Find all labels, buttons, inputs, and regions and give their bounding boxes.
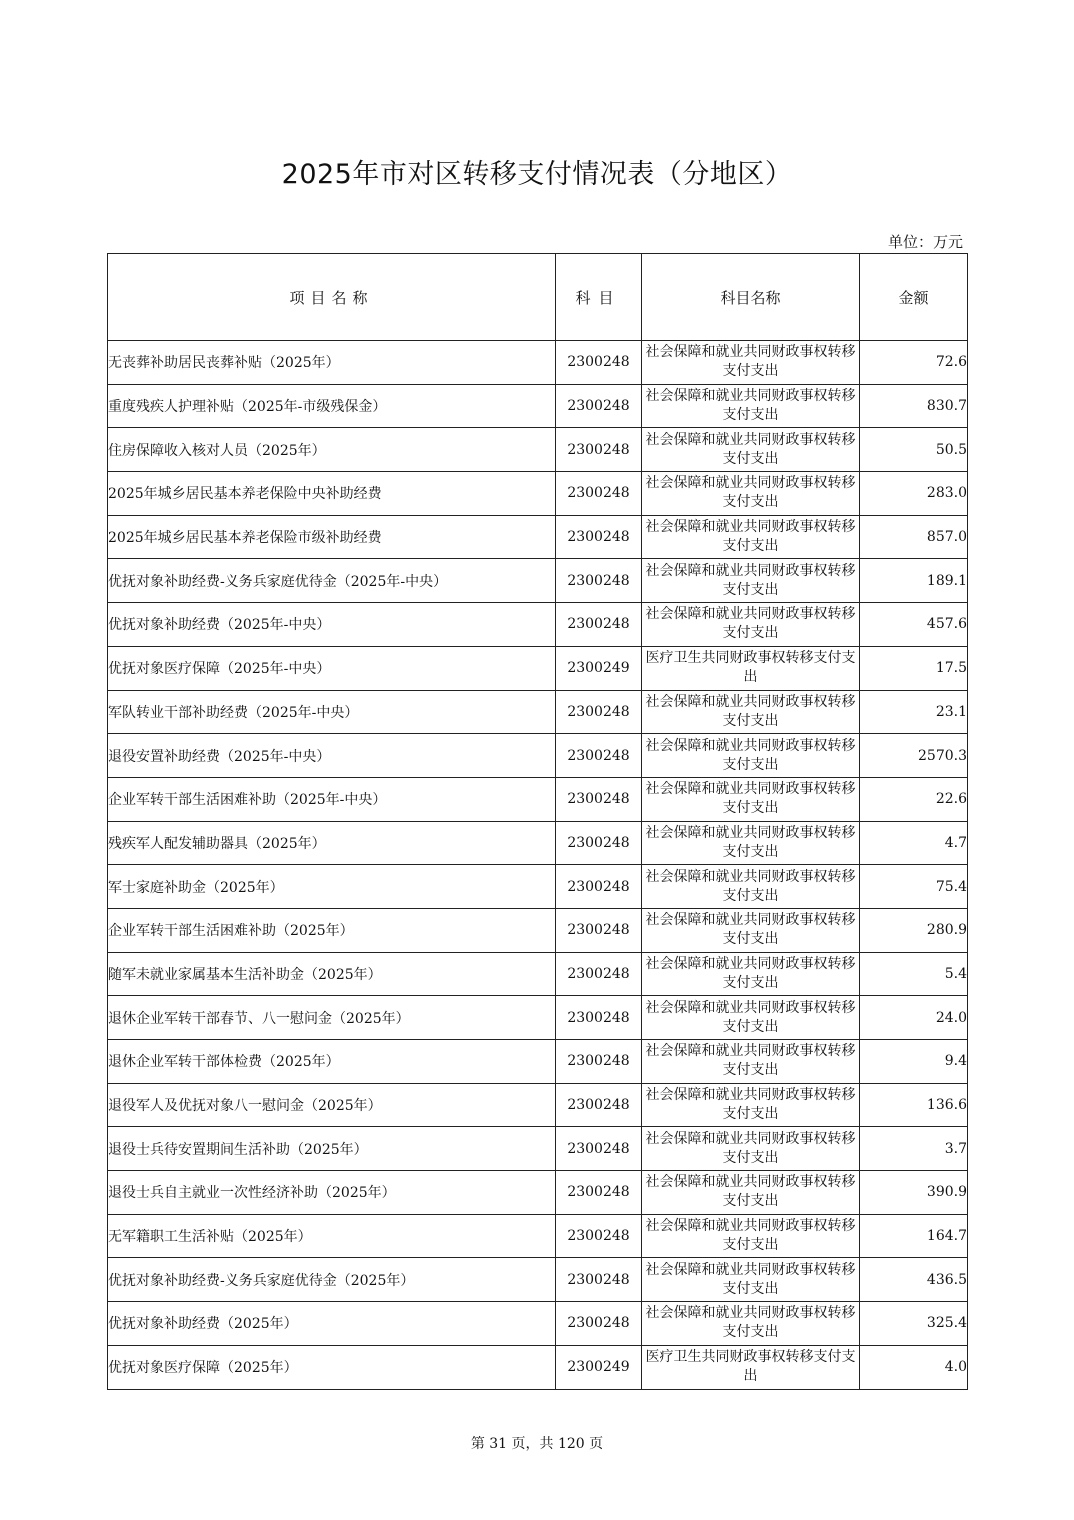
cell-project-name: 退役士兵自主就业一次性经济补助（2025年）	[108, 1171, 556, 1215]
cell-subject-code: 2300248	[556, 821, 642, 865]
cell-subject-name: 社会保障和就业共同财政事权转移支付支出	[642, 690, 860, 734]
cell-subject-code: 2300248	[556, 428, 642, 472]
cell-project-name: 优抚对象补助经费-义务兵家庭优待金（2025年-中央）	[108, 559, 556, 603]
cell-subject-code: 2300248	[556, 1040, 642, 1084]
cell-subject-code: 2300248	[556, 865, 642, 909]
cell-subject-name: 社会保障和就业共同财政事权转移支付支出	[642, 996, 860, 1040]
cell-amount: 75.4	[860, 865, 968, 909]
cell-subject-name: 医疗卫生共同财政事权转移支付支出	[642, 646, 860, 690]
cell-subject-name: 社会保障和就业共同财政事权转移支付支出	[642, 603, 860, 647]
cell-subject-name: 社会保障和就业共同财政事权转移支付支出	[642, 865, 860, 909]
cell-project-name: 重度残疾人护理补贴（2025年-市级残保金）	[108, 384, 556, 428]
table-row	[108, 341, 968, 385]
cell-subject-name: 社会保障和就业共同财政事权转移支付支出	[642, 1040, 860, 1084]
table-row	[108, 515, 968, 559]
cell-project-name: 军士家庭补助金（2025年）	[108, 865, 556, 909]
cell-subject-code: 2300248	[556, 341, 642, 385]
cell-amount: 23.1	[860, 690, 968, 734]
table-row	[108, 1214, 968, 1258]
cell-amount: 4.7	[860, 821, 968, 865]
page-title: 2025年市对区转移支付情况表（分地区）	[281, 159, 793, 190]
table-row	[108, 996, 968, 1040]
table-row	[108, 734, 968, 778]
cell-subject-code: 2300248	[556, 603, 642, 647]
cell-subject-code: 2300248	[556, 952, 642, 996]
table-row	[108, 1127, 968, 1171]
cell-project-name: 无军籍职工生活补贴（2025年）	[108, 1214, 556, 1258]
cell-project-name: 优抚对象补助经费（2025年-中央）	[108, 603, 556, 647]
cell-amount: 2570.3	[860, 734, 968, 778]
table-header-row	[108, 254, 968, 341]
cell-amount: 22.6	[860, 777, 968, 821]
cell-subject-code: 2300248	[556, 734, 642, 778]
cell-subject-code: 2300249	[556, 1345, 642, 1389]
table-row	[108, 428, 968, 472]
table-row	[108, 646, 968, 690]
table-row	[108, 821, 968, 865]
cell-project-name: 退役安置补助经费（2025年-中央）	[108, 734, 556, 778]
column-header-name: 项目名称	[108, 254, 556, 341]
transfer-payment-table	[107, 253, 968, 1390]
table-row	[108, 472, 968, 516]
cell-subject-code: 2300248	[556, 1258, 642, 1302]
table-row	[108, 1258, 968, 1302]
cell-amount: 283.0	[860, 472, 968, 516]
cell-amount: 4.0	[860, 1345, 968, 1389]
cell-subject-name: 社会保障和就业共同财政事权转移支付支出	[642, 1171, 860, 1215]
cell-project-name: 退休企业军转干部春节、八一慰问金（2025年）	[108, 996, 556, 1040]
cell-project-name: 退役士兵待安置期间生活补助（2025年）	[108, 1127, 556, 1171]
cell-project-name: 2025年城乡居民基本养老保险市级补助经费	[108, 515, 556, 559]
cell-amount: 24.0	[860, 996, 968, 1040]
cell-project-name: 无丧葬补助居民丧葬补贴（2025年）	[108, 341, 556, 385]
page-number: 第 31 页，共 120 页	[470, 1436, 604, 1452]
cell-subject-name: 社会保障和就业共同财政事权转移支付支出	[642, 1258, 860, 1302]
cell-amount: 280.9	[860, 908, 968, 952]
table-row	[108, 1083, 968, 1127]
cell-subject-code: 2300248	[556, 472, 642, 516]
cell-project-name: 优抚对象医疗保障（2025年）	[108, 1345, 556, 1389]
cell-subject-name: 社会保障和就业共同财政事权转移支付支出	[642, 1127, 860, 1171]
cell-amount: 164.7	[860, 1214, 968, 1258]
cell-subject-name: 社会保障和就业共同财政事权转移支付支出	[642, 515, 860, 559]
cell-subject-name: 社会保障和就业共同财政事权转移支付支出	[642, 821, 860, 865]
cell-amount: 50.5	[860, 428, 968, 472]
cell-project-name: 优抚对象补助经费-义务兵家庭优待金（2025年）	[108, 1258, 556, 1302]
cell-project-name: 企业军转干部生活困难补助（2025年）	[108, 908, 556, 952]
table-row	[108, 865, 968, 909]
cell-subject-name: 社会保障和就业共同财政事权转移支付支出	[642, 384, 860, 428]
cell-subject-name: 社会保障和就业共同财政事权转移支付支出	[642, 1083, 860, 1127]
table-row	[108, 603, 968, 647]
cell-subject-code: 2300248	[556, 777, 642, 821]
cell-subject-code: 2300248	[556, 1214, 642, 1258]
cell-subject-code: 2300248	[556, 559, 642, 603]
cell-subject-code: 2300248	[556, 690, 642, 734]
cell-subject-name: 社会保障和就业共同财政事权转移支付支出	[642, 952, 860, 996]
cell-subject-name: 社会保障和就业共同财政事权转移支付支出	[642, 1302, 860, 1346]
cell-subject-code: 2300248	[556, 1171, 642, 1215]
cell-project-name: 退休企业军转干部体检费（2025年）	[108, 1040, 556, 1084]
cell-subject-name: 社会保障和就业共同财政事权转移支付支出	[642, 341, 860, 385]
cell-project-name: 2025年城乡居民基本养老保险中央补助经费	[108, 472, 556, 516]
cell-subject-code: 2300249	[556, 646, 642, 690]
cell-amount: 857.0	[860, 515, 968, 559]
cell-subject-code: 2300248	[556, 1127, 642, 1171]
cell-subject-name: 社会保障和就业共同财政事权转移支付支出	[642, 559, 860, 603]
cell-subject-name: 社会保障和就业共同财政事权转移支付支出	[642, 472, 860, 516]
cell-subject-code: 2300248	[556, 996, 642, 1040]
cell-amount: 189.1	[860, 559, 968, 603]
table-row	[108, 952, 968, 996]
cell-project-name: 退役军人及优抚对象八一慰问金（2025年）	[108, 1083, 556, 1127]
cell-subject-code: 2300248	[556, 908, 642, 952]
cell-project-name: 随军未就业家属基本生活补助金（2025年）	[108, 952, 556, 996]
cell-amount: 830.7	[860, 384, 968, 428]
column-header-amount: 金额	[860, 254, 968, 341]
cell-subject-name: 社会保障和就业共同财政事权转移支付支出	[642, 1214, 860, 1258]
cell-project-name: 残疾军人配发辅助器具（2025年）	[108, 821, 556, 865]
cell-subject-code: 2300248	[556, 515, 642, 559]
table-row	[108, 908, 968, 952]
table-row	[108, 1302, 968, 1346]
cell-subject-name: 社会保障和就业共同财政事权转移支付支出	[642, 908, 860, 952]
cell-subject-name: 医疗卫生共同财政事权转移支付支出	[642, 1345, 860, 1389]
cell-subject-code: 2300248	[556, 1083, 642, 1127]
column-header-code: 科目	[556, 254, 642, 341]
cell-amount: 436.5	[860, 1258, 968, 1302]
unit-label: 单位：万元	[887, 233, 963, 251]
cell-amount: 5.4	[860, 952, 968, 996]
cell-project-name: 优抚对象医疗保障（2025年-中央）	[108, 646, 556, 690]
cell-subject-name: 社会保障和就业共同财政事权转移支付支出	[642, 428, 860, 472]
table-row	[108, 1171, 968, 1215]
cell-subject-name: 社会保障和就业共同财政事权转移支付支出	[642, 777, 860, 821]
cell-project-name: 优抚对象补助经费（2025年）	[108, 1302, 556, 1346]
table-row	[108, 690, 968, 734]
cell-amount: 136.6	[860, 1083, 968, 1127]
cell-amount: 17.5	[860, 646, 968, 690]
cell-project-name: 军队转业干部补助经费（2025年-中央）	[108, 690, 556, 734]
cell-subject-code: 2300248	[556, 384, 642, 428]
cell-amount: 457.6	[860, 603, 968, 647]
table-row	[108, 1040, 968, 1084]
cell-amount: 390.9	[860, 1171, 968, 1215]
cell-subject-code: 2300248	[556, 1302, 642, 1346]
table-row	[108, 559, 968, 603]
table-row	[108, 777, 968, 821]
cell-amount: 3.7	[860, 1127, 968, 1171]
cell-project-name: 企业军转干部生活困难补助（2025年-中央）	[108, 777, 556, 821]
column-header-subject: 科目名称	[642, 254, 860, 341]
table-row	[108, 1345, 968, 1389]
table-row	[108, 384, 968, 428]
cell-subject-name: 社会保障和就业共同财政事权转移支付支出	[642, 734, 860, 778]
cell-amount: 72.6	[860, 341, 968, 385]
cell-amount: 9.4	[860, 1040, 968, 1084]
cell-project-name: 住房保障收入核对人员（2025年）	[108, 428, 556, 472]
cell-amount: 325.4	[860, 1302, 968, 1346]
